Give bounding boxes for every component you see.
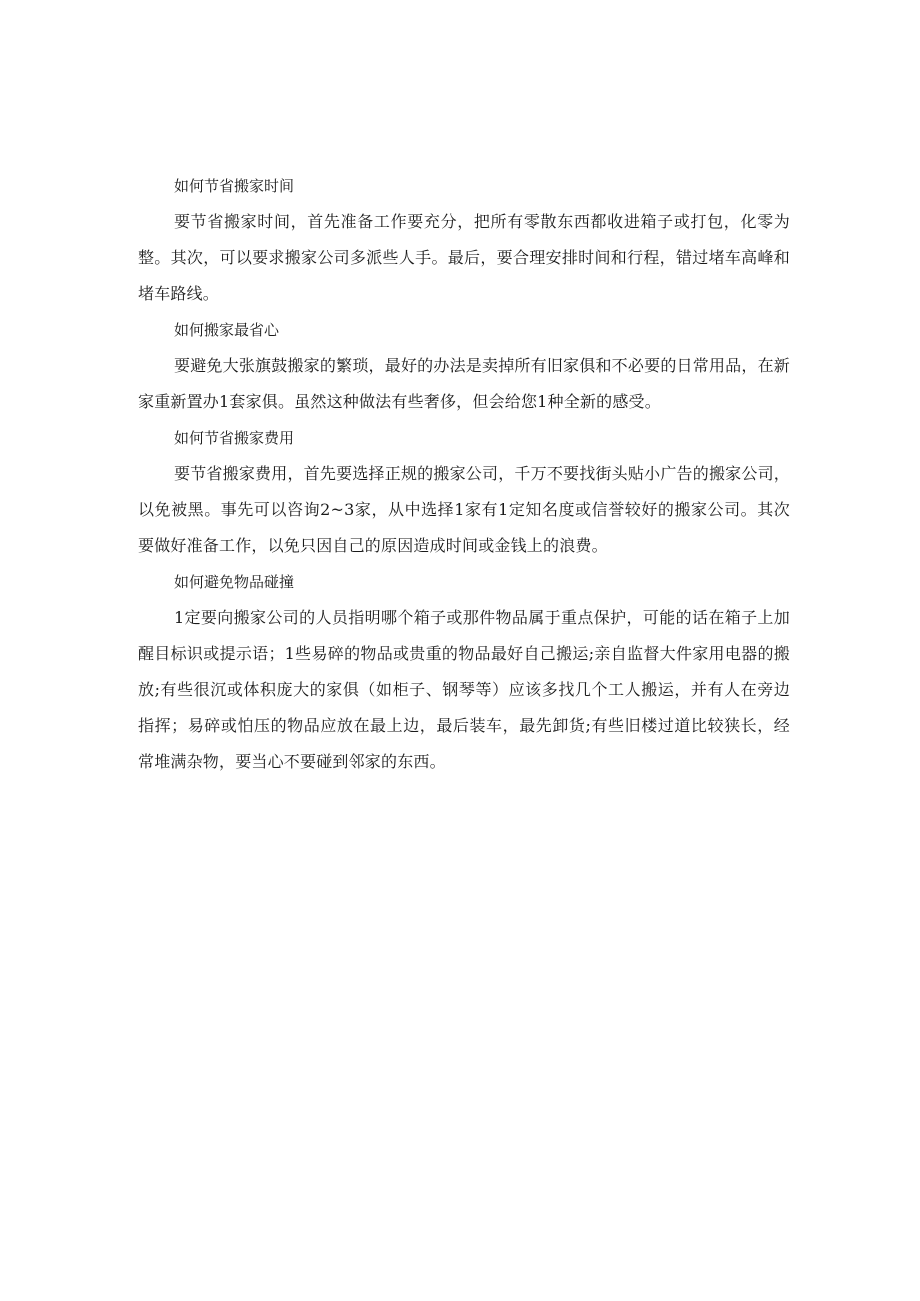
section-heading-avoid-collision: 如何避免物品碰撞 xyxy=(174,573,295,591)
section-heading-save-time: 如何节省搬家时间 xyxy=(174,177,295,195)
document-page xyxy=(138,168,790,780)
section-heading-least-worry: 如何搬家最省心 xyxy=(174,321,280,339)
section-body-save-cost: 要节省搬家费用，首先要选择正规的搬家公司，千万不要找街头贴小广告的搬家公司，以免被黑。事先可以咨询2~3家，从中选择1家有1定知名度或信誉较好的搬家公司。其次要做好准备工作，以免只因自己的原因造成时间或金钱上的浪费。 xyxy=(138,464,790,555)
section-body-save-time: 要节省搬家时间，首先准备工作要充分，把所有零散东西都收进箱子或打包，化零为整。其次，可以要求搬家公司多派些人手。最后，要合理安排时间和行程，错过堵车高峰和堵车路线。 xyxy=(138,212,790,303)
section-body-least-worry: 要避免大张旗鼓搬家的繁琐，最好的办法是卖掉所有旧家俱和不必要的日常用品，在新家重新置办1套家俱。虽然这种做法有些奢侈，但会给您1种全新的感受。 xyxy=(138,356,790,411)
section-body-avoid-collision: 1定要向搬家公司的人员指明哪个箱子或那件物品属于重点保护，可能的话在箱子上加醒目标识或提示语；1些易碎的物品或贵重的物品最好自己搬运;亲自监督大件家用电器的搬放;有些很沉或体积庞大的家俱（如柜子、钢琴等）应该多找几个工人搬运，并有人在旁边指挥；易碎或怕压的物品应放在最上边，最后装车，最先卸货;有些旧楼过道比较狭长，经常堆满杂物，要当心不要碰到邻家的东西。 xyxy=(138,608,790,771)
section-heading-save-cost: 如何节省搬家费用 xyxy=(174,429,295,447)
